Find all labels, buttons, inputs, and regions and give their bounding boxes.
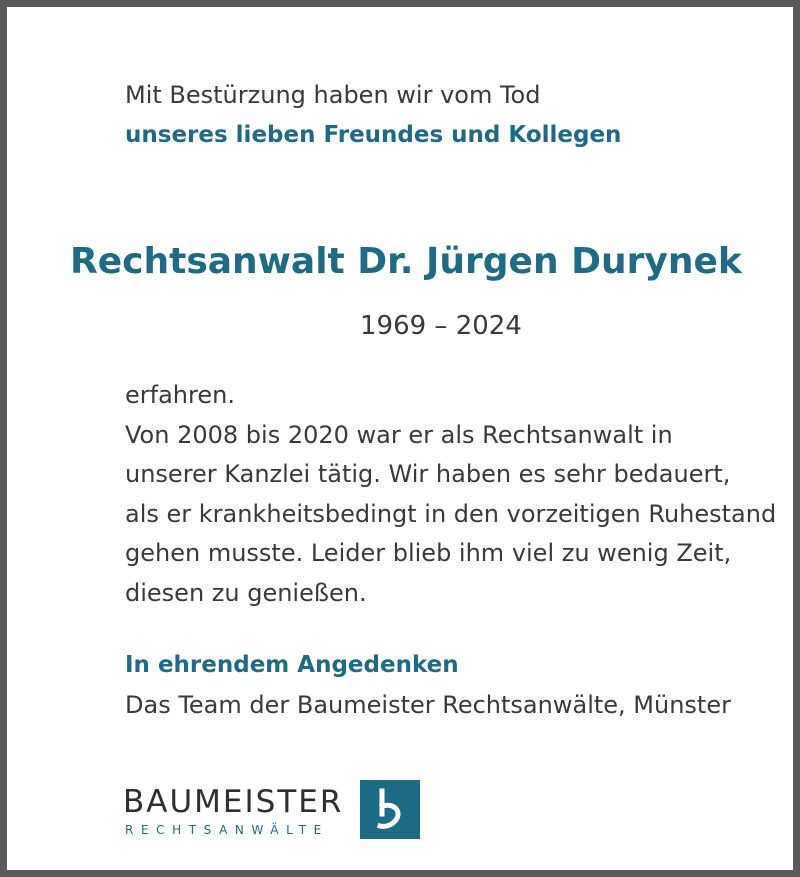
body-line: diesen zu genießen. — [125, 578, 367, 607]
signature-line: Das Team der Baumeister Rechtsanwälte, Münster — [125, 691, 731, 719]
intro-line: Mit Bestürzung haben wir vom Tod — [125, 81, 541, 109]
body-line: unserer Kanzlei tätig. Wir haben es sehr bedauert, — [125, 460, 731, 488]
letter-b-logo-icon — [360, 780, 420, 839]
body-line: erfahren. — [125, 381, 235, 409]
body-line: als er krankheitsbedingt in den vorzeitigen Ruhestand — [125, 499, 777, 528]
notice-body — [125, 376, 776, 613]
intro-line-highlight: unseres lieben Freundes und Kollegen — [125, 122, 622, 148]
life-years: 1969 – 2024 — [360, 311, 522, 341]
closing-phrase: In ehrendem Angedenken — [125, 652, 459, 678]
logo-wordmark: BAUMEISTER — [123, 784, 344, 820]
logo-subline: RECHTSANWÄLTE — [125, 823, 329, 837]
body-line: Von 2008 bis 2020 war er als Rechtsanwalt in — [125, 420, 673, 449]
deceased-name: Rechtsanwalt Dr. Jürgen Durynek — [70, 241, 742, 282]
body-line: gehen musste. Leider blieb ihm viel zu wenig Zeit, — [125, 539, 732, 567]
